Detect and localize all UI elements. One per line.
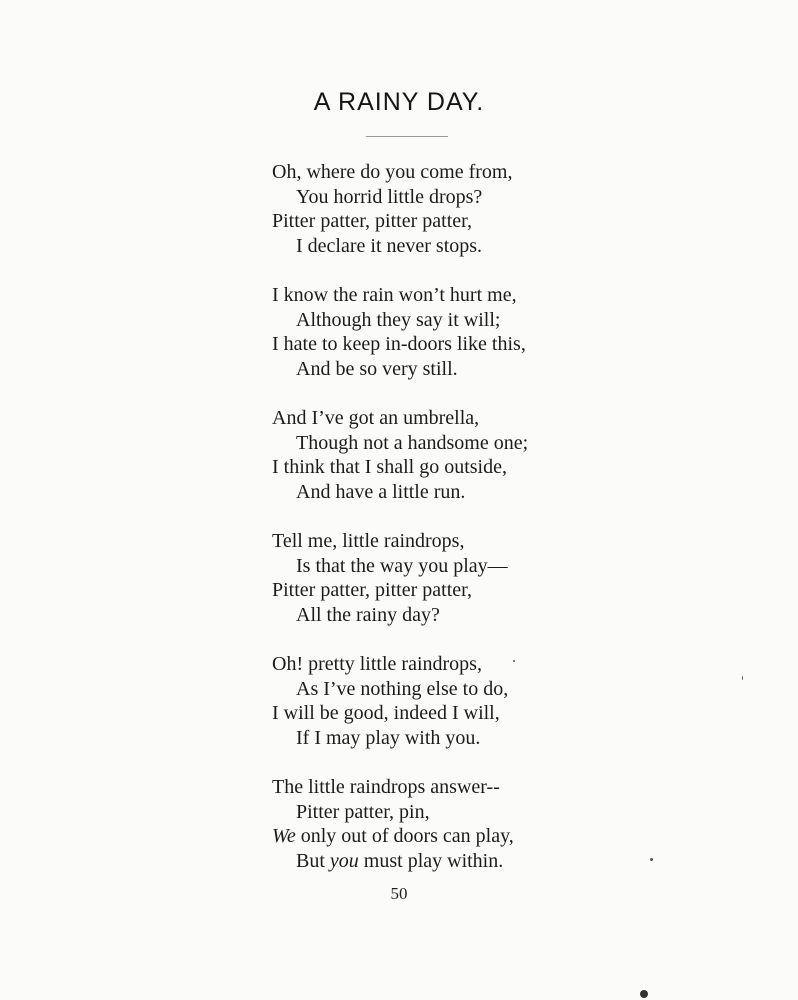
poem-line: You horrid little drops? [296, 185, 483, 208]
emphasized-word: We [272, 825, 296, 847]
poem-line: Pitter patter, pitter patter, [272, 210, 472, 232]
poem-line: I hate to keep in-doors like this, [272, 333, 526, 355]
poem-line: Though not a handsome one; [296, 431, 529, 454]
line-segment: must play within. [358, 849, 504, 872]
scan-speck [640, 990, 648, 998]
poem-line: Oh, where do you come from, [272, 161, 513, 183]
poem-line: And I’ve got an umbrella, [272, 407, 480, 429]
poem-line: And be so very still. [296, 357, 458, 380]
scan-speck [650, 858, 653, 861]
poem-stanza [272, 283, 632, 381]
poem-line: Although they say it will; [296, 308, 501, 331]
poem-line: Is that the way you play— [296, 554, 508, 577]
poem-line: Oh! pretty little raindrops, [272, 653, 482, 675]
poem-line: All the rainy day? [296, 603, 440, 626]
emphasized-word: you [329, 849, 359, 872]
poem-line: I declare it never stops. [296, 234, 483, 257]
poem-line: Tell me, little raindrops, [272, 530, 465, 552]
poem-line: I think that I shall go outside, [272, 456, 507, 478]
poem-stanza [272, 652, 632, 750]
poem-stanza [272, 160, 632, 258]
poem-line: If I may play with you. [296, 726, 481, 749]
poem-stanza [272, 775, 632, 873]
poem-line [272, 824, 632, 849]
poem-line: And have a little run. [296, 480, 466, 503]
poem-stanza [272, 529, 632, 627]
scan-speck [742, 676, 743, 680]
poem-line: I know the rain won’t hurt me, [272, 284, 517, 306]
page-number: 50 [390, 884, 408, 903]
poem-title: A RAINY DAY. [313, 88, 485, 116]
poem-body [272, 160, 632, 898]
poem-line: The little raindrops answer-- [272, 776, 500, 798]
poem-line: Pitter patter, pin, [296, 800, 430, 823]
poem-line: As I’ve nothing else to do, [296, 677, 509, 700]
poem-stanza [272, 406, 632, 504]
poem-line: I will be good, indeed I will, [272, 702, 500, 724]
line-segment: But [296, 849, 330, 872]
poem-line [272, 849, 632, 874]
scan-speck [513, 660, 515, 662]
poem-line: Pitter patter, pitter patter, [272, 579, 472, 601]
title-rule [366, 136, 448, 137]
line-segment: only out of doors can play, [295, 825, 514, 847]
